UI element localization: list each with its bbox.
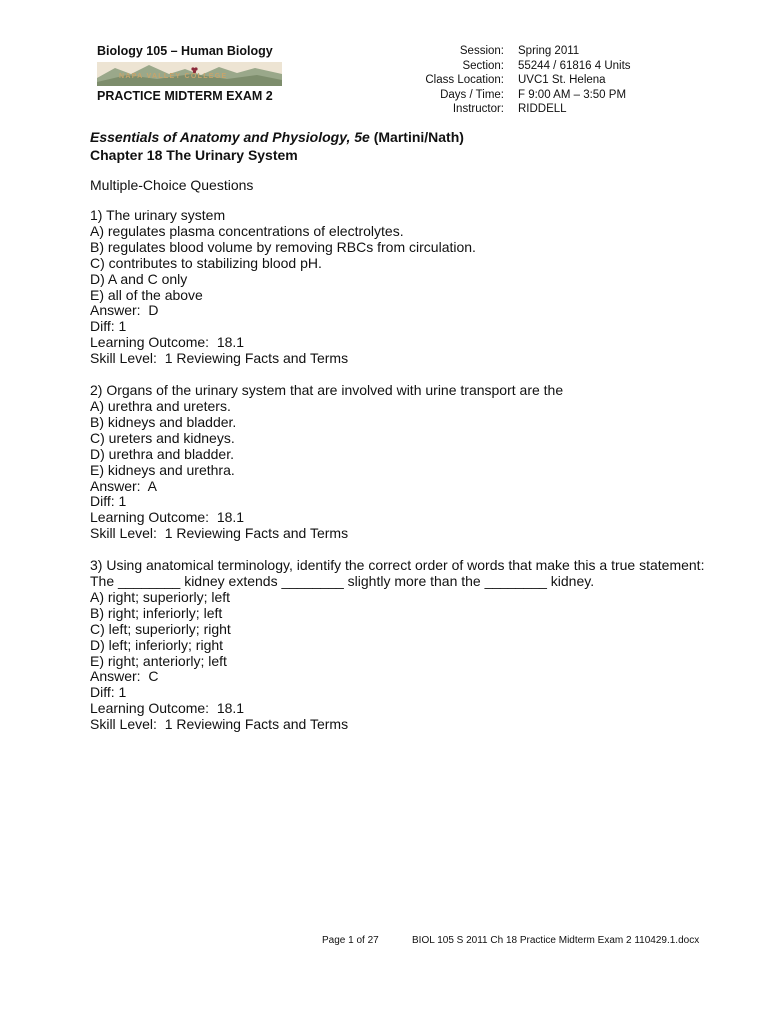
question-stem-statement: The ________ kidney extends ________ slightly more than the ________ kidney. — [90, 573, 595, 590]
answer-option: C) ureters and kidneys. — [90, 429, 235, 446]
info-value: 55244 / 61816 4 Units — [518, 59, 631, 72]
info-value: Spring 2011 — [518, 45, 580, 57]
difficulty: Diff: 1 — [90, 684, 127, 701]
answer-option: A) regulates plasma concentrations of electrolytes. — [90, 222, 404, 239]
question-2 — [90, 383, 730, 542]
difficulty: Diff: 1 — [90, 493, 127, 510]
info-value: F 9:00 AM – 3:50 PM — [518, 88, 627, 101]
chapter-title: Chapter 18 The Urinary System — [90, 147, 298, 163]
answer-option: B) kidneys and bladder. — [90, 413, 237, 430]
info-row-instructor — [395, 102, 631, 117]
info-label: Session: — [459, 45, 504, 57]
info-row-days-time — [395, 88, 631, 103]
learning-outcome: Learning Outcome: 18.1 — [90, 700, 245, 717]
answer-option: B) right; inferiorly; left — [90, 604, 223, 621]
page-number: Page 1 of 27 — [322, 935, 379, 946]
exam-title: PRACTICE MIDTERM EXAM 2 — [97, 89, 273, 103]
difficulty: Diff: 1 — [90, 318, 127, 335]
textbook-title: Essentials of Anatomy and Physiology, 5e — [90, 129, 370, 145]
info-label: Class Location: — [425, 74, 504, 86]
learning-outcome: Learning Outcome: 18.1 — [90, 334, 245, 351]
logo-text: NAPA VALLEY COLLEGE — [119, 73, 228, 80]
info-row-session — [395, 44, 631, 59]
info-label: Instructor: — [452, 103, 504, 115]
skill-level: Skill Level: 1 Reviewing Facts and Terms — [90, 716, 349, 733]
info-row-location — [395, 73, 631, 88]
answer-option: E) all of the above — [90, 286, 203, 303]
question-stem: 1) The urinary system — [90, 207, 226, 223]
answer-option: A) right; superiorly; left — [90, 588, 231, 605]
learning-outcome: Learning Outcome: 18.1 — [90, 509, 245, 526]
answer-key: Answer: D — [90, 302, 159, 319]
info-label: Days / Time: — [440, 88, 504, 101]
textbook-line — [90, 128, 464, 146]
info-row-section — [395, 59, 631, 74]
answer-key: Answer: C — [90, 668, 159, 685]
course-info — [395, 44, 631, 117]
info-value: UVC1 St. Helena — [518, 74, 606, 86]
answer-option: C) left; superiorly; right — [90, 620, 231, 637]
answer-option: E) right; anteriorly; left — [90, 652, 227, 669]
textbook-heading — [90, 128, 464, 164]
question-1 — [90, 208, 730, 367]
skill-level: Skill Level: 1 Reviewing Facts and Terms — [90, 350, 349, 367]
skill-level: Skill Level: 1 Reviewing Facts and Terms — [90, 525, 349, 542]
course-title: Biology 105 – Human Biology — [97, 44, 273, 58]
question-list — [90, 208, 730, 749]
answer-option: D) A and C only — [90, 270, 188, 287]
question-stem: 2) Organs of the urinary system that are involved with urine transport are the — [90, 382, 564, 399]
question-3 — [90, 558, 730, 733]
info-label: Section: — [462, 59, 504, 72]
section-heading: Multiple-Choice Questions — [90, 177, 254, 193]
answer-option: C) contributes to stabilizing blood pH. — [90, 254, 322, 271]
answer-key: Answer: A — [90, 477, 157, 494]
textbook-authors: (Martini/Nath) — [369, 129, 464, 145]
info-value: RIDDELL — [518, 103, 567, 115]
answer-option: E) kidneys and urethra. — [90, 461, 235, 478]
question-stem: 3) Using anatomical terminology, identify the correct order of words that make this a true statement: — [90, 557, 705, 574]
answer-option: D) urethra and bladder. — [90, 445, 234, 462]
answer-option: A) urethra and ureters. — [90, 397, 231, 414]
answer-option: B) regulates blood volume by removing RBCs from circulation. — [90, 238, 476, 255]
college-logo — [97, 62, 282, 86]
answer-option: D) left; inferiorly; right — [90, 636, 224, 653]
file-name: BIOL 105 S 2011 Ch 18 Practice Midterm Exam 2 110429.1.docx — [412, 935, 700, 946]
course-header — [97, 44, 287, 103]
